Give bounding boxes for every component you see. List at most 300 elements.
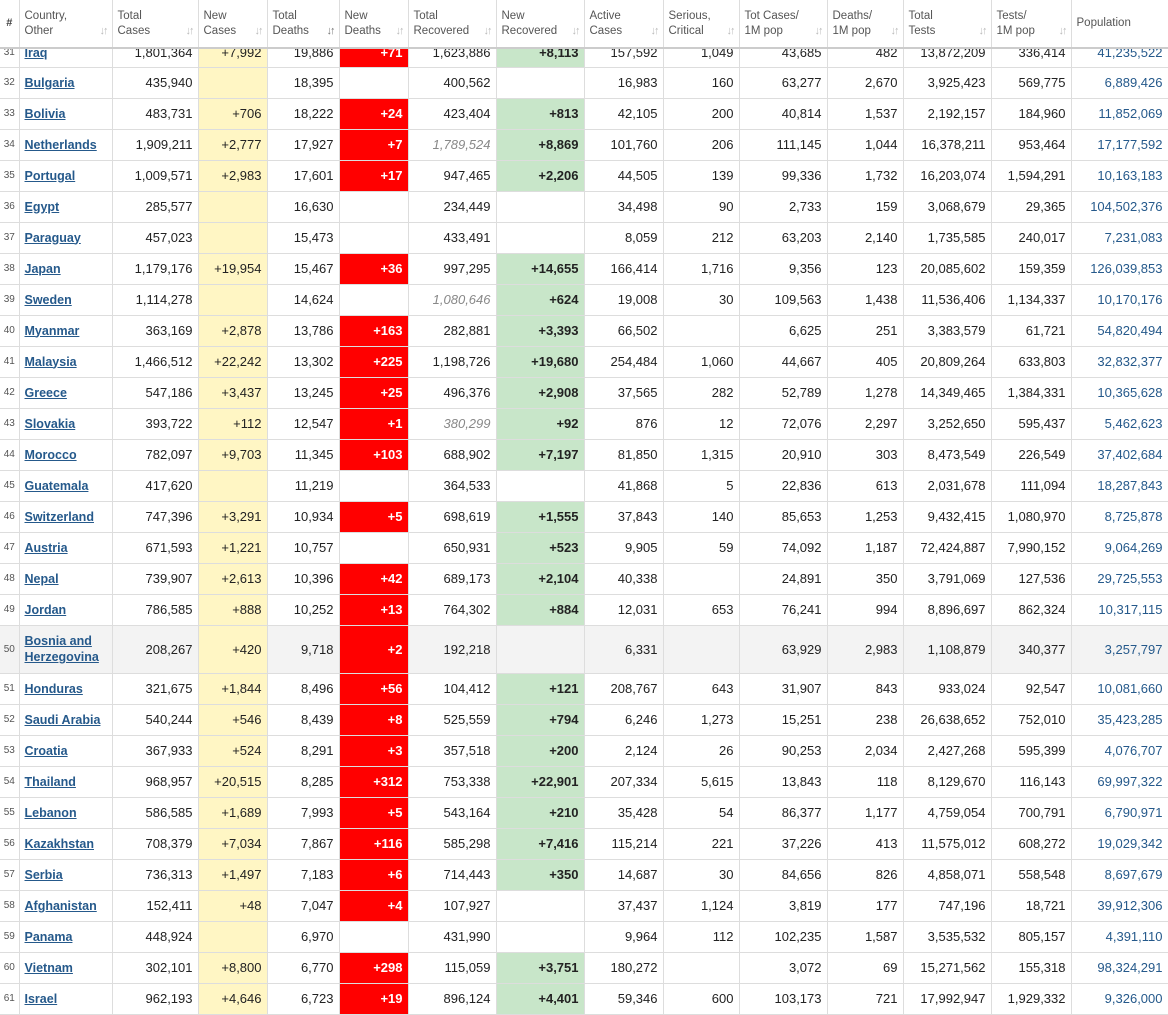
column-header-label: 1M pop — [996, 24, 1035, 37]
table-row — [0, 735, 1168, 766]
cell-active: 37,843 — [584, 501, 663, 532]
country-cell — [19, 315, 112, 346]
cell-serious: 30 — [663, 859, 739, 890]
cell-total-tests: 4,858,071 — [903, 859, 991, 890]
country-link[interactable]: Jordan — [24, 602, 67, 617]
country-cell — [19, 191, 112, 222]
cell-new-cases: +112 — [198, 408, 267, 439]
cell-active: 12,031 — [584, 594, 663, 625]
cell-total-recovered: 997,295 — [408, 253, 496, 284]
cell-serious: 1,049 — [663, 48, 739, 67]
country-link[interactable]: Afghanistan — [24, 898, 97, 913]
cell-new-recovered — [496, 890, 584, 921]
cell-total-cases: 417,620 — [112, 470, 198, 501]
cell-total-recovered: 585,298 — [408, 828, 496, 859]
cell-cases-1m: 63,277 — [739, 67, 827, 98]
table-row — [0, 253, 1168, 284]
cell-total-cases: 448,924 — [112, 921, 198, 952]
row-rank: 49 — [0, 594, 19, 625]
cell-tests-1m: 159,359 — [991, 253, 1071, 284]
cell-serious — [663, 563, 739, 594]
cell-deaths-1m: 251 — [827, 315, 903, 346]
cell-total-recovered: 543,164 — [408, 797, 496, 828]
cell-deaths-1m: 69 — [827, 952, 903, 983]
column-header-new-cases[interactable] — [198, 0, 267, 48]
cell-total-deaths: 9,718 — [267, 625, 339, 673]
cell-new-recovered: +121 — [496, 673, 584, 704]
cell-active: 16,983 — [584, 67, 663, 98]
cell-total-cases: 586,585 — [112, 797, 198, 828]
cell-population: 8,725,878 — [1071, 501, 1168, 532]
cell-total-deaths: 7,183 — [267, 859, 339, 890]
row-rank: 47 — [0, 532, 19, 563]
column-header-label: Total — [908, 9, 933, 22]
column-header-label: Recovered — [413, 24, 470, 37]
country-link[interactable]: Malaysia — [24, 354, 77, 369]
cell-population: 37,402,684 — [1071, 439, 1168, 470]
cell-new-recovered: +2,908 — [496, 377, 584, 408]
cell-new-deaths: +7 — [339, 129, 408, 160]
country-cell — [19, 828, 112, 859]
country-cell — [19, 532, 112, 563]
cell-new-recovered: +794 — [496, 704, 584, 735]
cell-total-tests: 3,068,679 — [903, 191, 991, 222]
cell-new-recovered: +884 — [496, 594, 584, 625]
column-header-new-recovered[interactable] — [496, 0, 584, 48]
country-link[interactable]: Panama — [24, 929, 73, 944]
country-link[interactable]: Israel — [24, 991, 58, 1006]
country-link[interactable]: Bolivia — [24, 106, 66, 121]
cell-cases-1m: 52,789 — [739, 377, 827, 408]
column-header-total-recovered[interactable] — [408, 0, 496, 48]
sort-arrows-icon[interactable]: ↓↑ — [650, 25, 658, 37]
cell-total-tests: 3,383,579 — [903, 315, 991, 346]
cell-population: 9,064,269 — [1071, 532, 1168, 563]
sort-arrows-icon[interactable]: ↓↑ — [185, 25, 193, 37]
cell-total-recovered: 650,931 — [408, 532, 496, 563]
cell-new-cases: +420 — [198, 625, 267, 673]
cell-tests-1m: 18,721 — [991, 890, 1071, 921]
cell-new-cases: +524 — [198, 735, 267, 766]
country-cell — [19, 890, 112, 921]
cell-new-cases: +706 — [198, 98, 267, 129]
country-cell — [19, 704, 112, 735]
cell-population: 3,257,797 — [1071, 625, 1168, 673]
country-link[interactable]: Kazakhstan — [24, 836, 94, 851]
cell-total-tests: 933,024 — [903, 673, 991, 704]
cell-total-deaths: 13,302 — [267, 346, 339, 377]
cell-tests-1m: 7,990,152 — [991, 532, 1071, 563]
country-cell — [19, 501, 112, 532]
column-header-label: Cases — [203, 24, 237, 37]
cell-cases-1m: 44,667 — [739, 346, 827, 377]
cell-new-recovered — [496, 921, 584, 952]
country-link[interactable]: Guatemala — [24, 478, 89, 493]
country-link[interactable]: Netherlands — [24, 137, 97, 152]
row-rank: 40 — [0, 315, 19, 346]
cell-new-deaths: +6 — [339, 859, 408, 890]
table-row — [0, 470, 1168, 501]
table-row — [0, 797, 1168, 828]
column-header-tests-per-1m[interactable] — [991, 0, 1071, 48]
cell-serious: 221 — [663, 828, 739, 859]
cell-new-cases: +546 — [198, 704, 267, 735]
cell-total-recovered: 357,518 — [408, 735, 496, 766]
cell-serious: 30 — [663, 284, 739, 315]
cell-active: 42,105 — [584, 98, 663, 129]
cell-total-recovered: 431,990 — [408, 921, 496, 952]
cell-total-deaths: 18,222 — [267, 98, 339, 129]
cell-population: 19,029,342 — [1071, 828, 1168, 859]
cell-new-cases — [198, 470, 267, 501]
table-row — [0, 377, 1168, 408]
cell-new-deaths: +8 — [339, 704, 408, 735]
column-header-total-tests[interactable] — [903, 0, 991, 48]
cell-serious — [663, 625, 739, 673]
cell-new-deaths — [339, 191, 408, 222]
country-link[interactable]: Switzerland — [24, 509, 94, 524]
country-cell — [19, 222, 112, 253]
cell-serious: 200 — [663, 98, 739, 129]
cell-serious: 212 — [663, 222, 739, 253]
cell-serious: 59 — [663, 532, 739, 563]
cell-new-recovered: +813 — [496, 98, 584, 129]
cell-new-recovered: +14,655 — [496, 253, 584, 284]
cell-population: 9,326,000 — [1071, 983, 1168, 1014]
sort-desc-icon[interactable]: ↓↑ — [326, 25, 334, 37]
country-link[interactable]: Morocco — [24, 447, 77, 462]
cell-total-deaths: 19,886 — [267, 48, 339, 67]
cell-active: 40,338 — [584, 563, 663, 594]
cell-new-cases: +48 — [198, 890, 267, 921]
cell-total-recovered: 433,491 — [408, 222, 496, 253]
cell-active: 166,414 — [584, 253, 663, 284]
country-link[interactable]: Vietnam — [24, 960, 73, 975]
row-rank: 44 — [0, 439, 19, 470]
country-cell — [19, 766, 112, 797]
cell-population: 29,725,553 — [1071, 563, 1168, 594]
cell-deaths-1m: 118 — [827, 766, 903, 797]
country-link[interactable]: Honduras — [24, 681, 83, 696]
country-link[interactable]: Paraguay — [24, 230, 81, 245]
cell-new-cases: +1,689 — [198, 797, 267, 828]
cell-new-recovered — [496, 222, 584, 253]
cell-total-cases: 1,179,176 — [112, 253, 198, 284]
cell-population: 6,790,971 — [1071, 797, 1168, 828]
column-header-total-deaths[interactable] — [267, 0, 339, 48]
cell-new-recovered: +4,401 — [496, 983, 584, 1014]
row-rank: 60 — [0, 952, 19, 983]
cell-serious: 1,315 — [663, 439, 739, 470]
cell-total-tests: 20,085,602 — [903, 253, 991, 284]
cell-deaths-1m: 721 — [827, 983, 903, 1014]
country-link[interactable]: Greece — [24, 385, 67, 400]
cell-tests-1m: 862,324 — [991, 594, 1071, 625]
column-header-deaths-per-1m[interactable] — [827, 0, 903, 48]
cell-total-deaths: 13,245 — [267, 377, 339, 408]
cell-serious: 112 — [663, 921, 739, 952]
cell-new-recovered: +2,104 — [496, 563, 584, 594]
row-rank: 33 — [0, 98, 19, 129]
cell-new-recovered: +350 — [496, 859, 584, 890]
cell-serious — [663, 952, 739, 983]
cell-total-cases: 483,731 — [112, 98, 198, 129]
cell-active: 6,331 — [584, 625, 663, 673]
country-link[interactable]: Croatia — [24, 743, 68, 758]
column-header-label: 1M pop — [744, 24, 783, 37]
cell-total-tests: 2,031,678 — [903, 470, 991, 501]
cell-population: 10,170,176 — [1071, 284, 1168, 315]
cell-new-cases: +1,221 — [198, 532, 267, 563]
cell-new-cases: +3,291 — [198, 501, 267, 532]
cell-new-cases: +8,800 — [198, 952, 267, 983]
country-link[interactable]: Portugal — [24, 168, 76, 183]
cell-total-deaths: 18,395 — [267, 67, 339, 98]
cell-total-cases: 367,933 — [112, 735, 198, 766]
cell-total-recovered: 496,376 — [408, 377, 496, 408]
sort-arrows-icon[interactable]: ↓↑ — [1058, 25, 1066, 37]
cell-total-tests: 8,896,697 — [903, 594, 991, 625]
country-link[interactable]: Slovakia — [24, 416, 76, 431]
cell-serious: 1,716 — [663, 253, 739, 284]
country-cell — [19, 129, 112, 160]
row-rank: 43 — [0, 408, 19, 439]
cell-population: 4,391,110 — [1071, 921, 1168, 952]
cell-cases-1m: 43,685 — [739, 48, 827, 67]
cell-serious: 1,273 — [663, 704, 739, 735]
cell-total-deaths: 16,630 — [267, 191, 339, 222]
cell-deaths-1m: 1,253 — [827, 501, 903, 532]
cell-new-cases: +2,983 — [198, 160, 267, 191]
cell-total-cases: 786,585 — [112, 594, 198, 625]
country-link[interactable]: Serbia — [24, 867, 63, 882]
column-header-label: New — [344, 9, 368, 22]
column-header-label: Other — [24, 24, 54, 37]
cell-new-deaths: +56 — [339, 673, 408, 704]
cell-active: 8,059 — [584, 222, 663, 253]
country-cell — [19, 797, 112, 828]
column-header-rank[interactable] — [0, 0, 19, 48]
column-header-label: Recovered — [501, 24, 558, 37]
country-link[interactable]: Austria — [24, 540, 68, 555]
country-link[interactable]: Nepal — [24, 571, 59, 586]
column-header-population[interactable] — [1071, 0, 1168, 48]
cell-total-tests: 16,203,074 — [903, 160, 991, 191]
sort-arrows-icon[interactable]: ↓↑ — [814, 25, 822, 37]
cell-new-recovered — [496, 625, 584, 673]
cell-new-deaths: +4 — [339, 890, 408, 921]
cell-new-deaths: +13 — [339, 594, 408, 625]
cell-deaths-1m: 843 — [827, 673, 903, 704]
cell-new-recovered: +8,113 — [496, 48, 584, 67]
cell-deaths-1m: 1,537 — [827, 98, 903, 129]
cell-population: 126,039,853 — [1071, 253, 1168, 284]
cell-total-recovered: 282,881 — [408, 315, 496, 346]
cell-new-cases: +9,703 — [198, 439, 267, 470]
row-rank: 59 — [0, 921, 19, 952]
sort-arrows-icon[interactable]: ↓↑ — [726, 25, 734, 37]
country-link[interactable]: Japan — [24, 261, 61, 276]
sort-arrows-icon[interactable]: ↓↑ — [978, 25, 986, 37]
country-link[interactable]: Saudi Arabia — [24, 712, 101, 727]
cell-total-tests: 3,252,650 — [903, 408, 991, 439]
cell-tests-1m: 1,384,331 — [991, 377, 1071, 408]
sort-arrows-icon[interactable]: ↓↑ — [99, 25, 107, 37]
country-cell — [19, 346, 112, 377]
cell-tests-1m: 1,080,970 — [991, 501, 1071, 532]
cell-total-cases: 363,169 — [112, 315, 198, 346]
cell-new-deaths: +298 — [339, 952, 408, 983]
cell-tests-1m: 752,010 — [991, 704, 1071, 735]
cell-new-deaths: +163 — [339, 315, 408, 346]
cell-total-tests: 14,349,465 — [903, 377, 991, 408]
cell-total-deaths: 7,993 — [267, 797, 339, 828]
cell-total-deaths: 6,723 — [267, 983, 339, 1014]
cell-deaths-1m: 303 — [827, 439, 903, 470]
cell-cases-1m: 37,226 — [739, 828, 827, 859]
table-row — [0, 98, 1168, 129]
column-header-cases-per-1m[interactable] — [739, 0, 827, 48]
table-row — [0, 704, 1168, 735]
column-header-label: Tot Cases/ — [744, 9, 799, 22]
cell-new-cases: +22,242 — [198, 346, 267, 377]
cell-new-cases: +2,777 — [198, 129, 267, 160]
cell-deaths-1m: 826 — [827, 859, 903, 890]
country-link[interactable]: Sweden — [24, 292, 72, 307]
table-row — [0, 222, 1168, 253]
cell-total-cases: 1,801,364 — [112, 48, 198, 67]
country-cell — [19, 284, 112, 315]
cell-total-cases: 671,593 — [112, 532, 198, 563]
sort-arrows-icon[interactable]: ↓↑ — [395, 25, 403, 37]
country-link[interactable]: Bosnia and Herzegovina — [24, 634, 99, 664]
column-header-label: Deaths — [272, 24, 309, 37]
cell-total-deaths: 14,624 — [267, 284, 339, 315]
cell-total-deaths: 8,285 — [267, 766, 339, 797]
column-header-active-cases[interactable] — [584, 0, 663, 48]
cell-tests-1m: 595,437 — [991, 408, 1071, 439]
country-link[interactable]: Lebanon — [24, 805, 77, 820]
cell-new-cases — [198, 921, 267, 952]
cell-cases-1m: 84,656 — [739, 859, 827, 890]
cell-total-recovered: 764,302 — [408, 594, 496, 625]
cell-deaths-1m: 2,297 — [827, 408, 903, 439]
cell-serious: 1,124 — [663, 890, 739, 921]
cell-cases-1m: 109,563 — [739, 284, 827, 315]
cell-total-tests: 8,473,549 — [903, 439, 991, 470]
cell-new-cases: +19,954 — [198, 253, 267, 284]
table-row — [0, 625, 1168, 673]
cell-tests-1m: 127,536 — [991, 563, 1071, 594]
cell-population: 104,502,376 — [1071, 191, 1168, 222]
cell-cases-1m: 3,819 — [739, 890, 827, 921]
cell-total-recovered: 234,449 — [408, 191, 496, 222]
cell-tests-1m: 595,399 — [991, 735, 1071, 766]
cell-tests-1m: 29,365 — [991, 191, 1071, 222]
cell-total-tests: 3,535,532 — [903, 921, 991, 952]
country-link[interactable]: Bulgaria — [24, 75, 75, 90]
country-link[interactable]: Iraq — [24, 48, 48, 60]
cell-tests-1m: 336,414 — [991, 48, 1071, 67]
sort-arrows-icon[interactable]: ↓↑ — [890, 25, 898, 37]
cell-total-deaths: 15,473 — [267, 222, 339, 253]
cell-cases-1m: 90,253 — [739, 735, 827, 766]
row-rank: 61 — [0, 983, 19, 1014]
cell-new-deaths — [339, 921, 408, 952]
column-header-country[interactable] — [19, 0, 112, 48]
cell-deaths-1m: 1,044 — [827, 129, 903, 160]
column-header-total-cases[interactable] — [112, 0, 198, 48]
cell-new-deaths: +25 — [339, 377, 408, 408]
column-header-serious-critical[interactable] — [663, 0, 739, 48]
table-row — [0, 921, 1168, 952]
cell-total-deaths: 8,291 — [267, 735, 339, 766]
row-rank: 48 — [0, 563, 19, 594]
cell-tests-1m: 608,272 — [991, 828, 1071, 859]
cell-total-cases: 321,675 — [112, 673, 198, 704]
cell-total-tests: 8,129,670 — [903, 766, 991, 797]
cell-tests-1m: 1,594,291 — [991, 160, 1071, 191]
cell-active: 207,334 — [584, 766, 663, 797]
table-row — [0, 983, 1168, 1014]
row-rank: 31 — [0, 48, 19, 67]
row-rank: 46 — [0, 501, 19, 532]
cell-total-recovered: 688,902 — [408, 439, 496, 470]
cell-population: 41,235,522 — [1071, 48, 1168, 67]
cell-total-recovered: 107,927 — [408, 890, 496, 921]
row-rank: 42 — [0, 377, 19, 408]
cell-active: 66,502 — [584, 315, 663, 346]
country-link[interactable]: Thailand — [24, 774, 76, 789]
cell-total-tests: 9,432,415 — [903, 501, 991, 532]
column-header-label: Country, — [24, 9, 68, 22]
row-rank: 36 — [0, 191, 19, 222]
country-link[interactable]: Myanmar — [24, 323, 80, 338]
cell-population: 10,081,660 — [1071, 673, 1168, 704]
country-cell — [19, 470, 112, 501]
cell-population: 32,832,377 — [1071, 346, 1168, 377]
sort-arrows-icon[interactable]: ↓↑ — [571, 25, 579, 37]
cell-active: 157,592 — [584, 48, 663, 67]
cell-total-cases: 708,379 — [112, 828, 198, 859]
country-link[interactable]: Egypt — [24, 199, 60, 214]
sort-arrows-icon[interactable]: ↓↑ — [483, 25, 491, 37]
cell-tests-1m: 558,548 — [991, 859, 1071, 890]
table-row — [0, 673, 1168, 704]
cell-total-deaths: 10,252 — [267, 594, 339, 625]
column-header-label: Deaths/ — [832, 9, 873, 22]
cell-active: 44,505 — [584, 160, 663, 191]
country-cell — [19, 67, 112, 98]
cell-total-cases: 1,466,512 — [112, 346, 198, 377]
cell-active: 2,124 — [584, 735, 663, 766]
row-rank: 57 — [0, 859, 19, 890]
sort-arrows-icon[interactable]: ↓↑ — [254, 25, 262, 37]
cell-deaths-1m: 1,732 — [827, 160, 903, 191]
cell-new-recovered: +1,555 — [496, 501, 584, 532]
cell-population: 35,423,285 — [1071, 704, 1168, 735]
column-header-new-deaths[interactable] — [339, 0, 408, 48]
cell-total-recovered: 947,465 — [408, 160, 496, 191]
cell-tests-1m: 633,803 — [991, 346, 1071, 377]
cell-total-recovered: 380,299 — [408, 408, 496, 439]
cell-new-recovered — [496, 67, 584, 98]
cell-total-cases: 435,940 — [112, 67, 198, 98]
cell-serious: 1,060 — [663, 346, 739, 377]
table-body — [0, 48, 1168, 1014]
cell-active: 19,008 — [584, 284, 663, 315]
column-header-label: Cases — [589, 24, 623, 37]
